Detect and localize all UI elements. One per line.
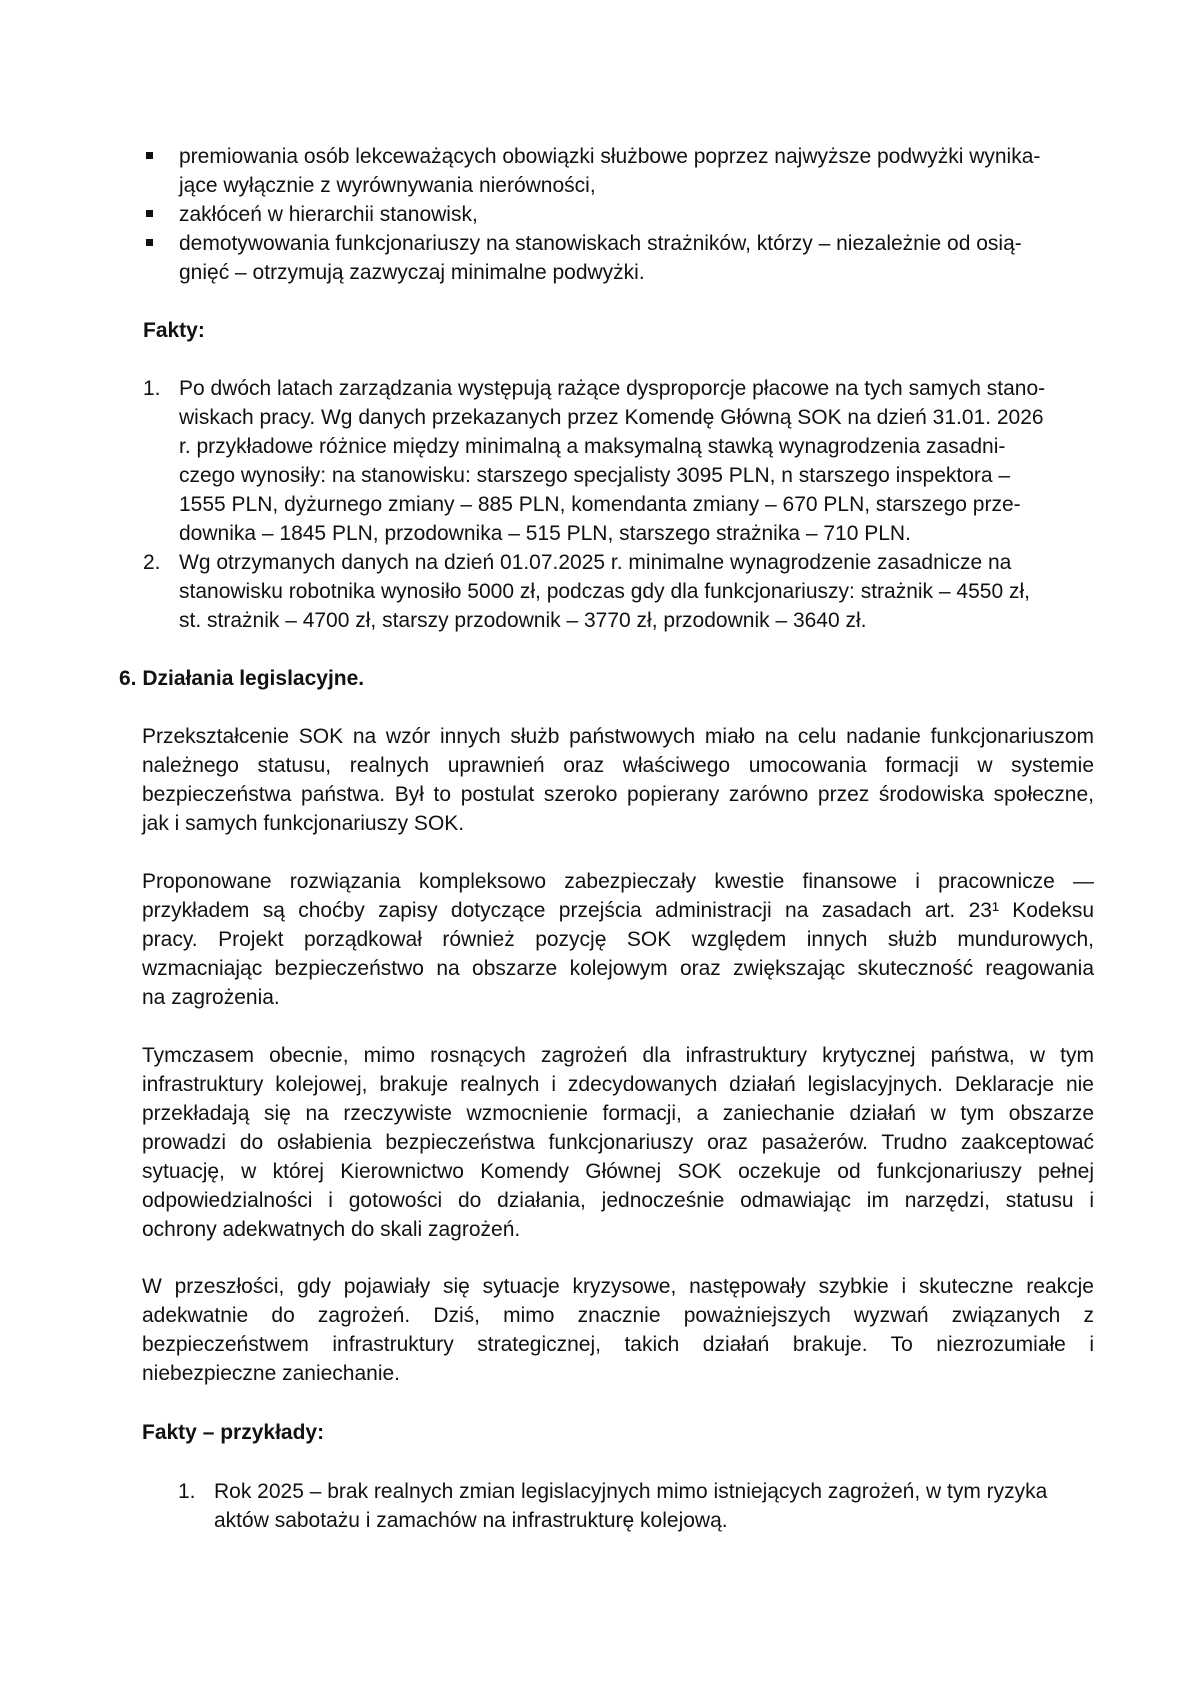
paragraph-line: adekwatnie do zagrożeń. Dziś, mimo znacznie poważniejszych wyzwań związanych z (142, 1304, 1094, 1327)
paragraph-line: jak i samych funkcjonariuszy SOK. (142, 812, 465, 835)
paragraph-line: należnego statusu, realnych uprawnień oraz właściwego umocowania formacji w systemie (142, 754, 1094, 777)
fakty-item (143, 548, 1093, 635)
item-number: 2. (143, 551, 161, 574)
section-6-heading: 6. Działania legislacyjne. (119, 667, 365, 690)
square-bullet-icon (146, 210, 153, 217)
bullet-list (143, 142, 1093, 287)
bullet-item (143, 200, 1093, 229)
item-line: Wg otrzymanych danych na dzień 01.07.2025 r. minimalne wynagrodzenie zasadnicze na (179, 551, 1012, 574)
paragraph-line: odpowiedzialności i gotowości do działania, jednocześnie odmawiając im narzędzi, statusu i (142, 1189, 1094, 1212)
paragraph-line: pracy. Projekt porządkował również pozycję SOK względem innych służb mundurowych, (142, 928, 1094, 951)
item-line: r. przykładowe różnice między minimalną a maksymalną stawką wynagrodzenia zasadni- (179, 435, 1006, 458)
paragraph-line: bezpieczeństwa państwa. Był to postulat szeroko popierany zarówno przez środowiska społeczne, (142, 783, 1094, 806)
item-line: downika – 1845 PLN, przodownika – 515 PLN, starszego strażnika – 710 PLN. (179, 522, 911, 545)
item-number: 1. (143, 377, 161, 400)
fakty-item (143, 374, 1093, 548)
item-line: wiskach pracy. Wg danych przekazanych przez Komendę Główną SOK na dzień 31.01. 2026 (179, 406, 1044, 429)
paragraph-line: Proponowane rozwiązania kompleksowo zabezpieczały kwestie finansowe i pracownicze — (142, 870, 1094, 893)
bullet-line: demotywowania funkcjonariuszy na stanowiskach strażników, którzy – niezależnie od osią- (179, 232, 1022, 255)
fakty-heading: Fakty: (143, 319, 205, 342)
item-line: Rok 2025 – brak realnych zmian legislacyjnych mimo istniejących zagrożeń, w tym ryzyka (214, 1480, 1048, 1503)
przyklady-item (178, 1477, 1098, 1535)
paragraph-line: sytuację, w której Kierownictwo Komendy Głównej SOK oczekuje od funkcjonariuszy pełnej (142, 1160, 1094, 1183)
paragraph-line: bezpieczeństwem infrastruktury strategicznej, takich działań brakuje. To niezrozumiałe i (142, 1333, 1094, 1356)
fakty-list (143, 374, 1093, 635)
item-line: czego wynosiły: na stanowisku: starszego specjalisty 3095 PLN, n starszego inspektora – (179, 464, 1011, 487)
bullet-line: jące wyłącznie z wyrównywania nierówności, (179, 174, 596, 197)
paragraph-line: Przekształcenie SOK na wzór innych służb państwowych miało na celu nadanie funkcjonariuszom (142, 725, 1094, 748)
paragraph (142, 867, 1094, 1012)
bullet-item (143, 142, 1093, 200)
paragraph-line: Tymczasem obecnie, mimo rosnących zagrożeń dla infrastruktury krytycznej państwa, w tym (142, 1044, 1094, 1067)
item-line: Po dwóch latach zarządzania występują rażące dysproporcje płacowe na tych samych stano- (179, 377, 1046, 400)
paragraph-line: prowadzi do osłabienia bezpieczeństwa funkcjonariuszy oraz pasażerów. Trudno zaakceptować (142, 1131, 1094, 1154)
bullet-item (143, 229, 1093, 287)
paragraph (142, 1272, 1094, 1388)
paragraph-line: infrastruktury kolejowej, brakuje realnych i zdecydowanych działań legislacyjnych. Deklaracje nie (142, 1073, 1094, 1096)
paragraph-line: niebezpieczne zaniechanie. (142, 1362, 401, 1385)
bullet-line: premiowania osób lekceważących obowiązki służbowe poprzez najwyższe podwyżki wynika- (179, 145, 1041, 168)
paragraph-line: W przeszłości, gdy pojawiały się sytuacje kryzysowe, następowały szybkie i skuteczne reakcje (142, 1275, 1094, 1298)
fakty-przyklady-heading: Fakty – przykłady: (142, 1421, 325, 1444)
paragraph (142, 1041, 1094, 1244)
item-line: st. strażnik – 4700 zł, starszy przodownik – 3770 zł, przodownik – 3640 zł. (179, 609, 867, 632)
item-line: aktów sabotażu i zamachów na infrastrukturę kolejową. (214, 1509, 728, 1532)
paragraph (142, 722, 1094, 838)
item-line: stanowisku robotnika wynosiło 5000 zł, podczas gdy dla funkcjonariuszy: strażnik – 4550 zł, (179, 580, 1030, 603)
paragraph-line: wzmacniając bezpieczeństwo na obszarze kolejowym oraz zwiększając skuteczność reagowania (142, 957, 1094, 980)
bullet-line: zakłóceń w hierarchii stanowisk, (179, 203, 478, 226)
square-bullet-icon (146, 152, 153, 159)
item-line: 1555 PLN, dyżurnego zmiany – 885 PLN, komendanta zmiany – 670 PLN, starszego prze- (179, 493, 1021, 516)
item-number: 1. (178, 1480, 196, 1503)
square-bullet-icon (146, 239, 153, 246)
paragraph-line: na zagrożenia. (142, 986, 280, 1009)
przyklady-list (178, 1477, 1098, 1535)
bullet-line: gnięć – otrzymują zazwyczaj minimalne podwyżki. (179, 261, 645, 284)
paragraph-line: przekładają się na rzeczywiste wzmocnienie formacji, a zaniechanie działań w tym obszarze (142, 1102, 1094, 1125)
paragraph-line: przykładem są choćby zapisy dotyczące przejścia administracji na zasadach art. 23¹ Kodeksu (142, 899, 1094, 922)
paragraph-line: ochrony adekwatnych do skali zagrożeń. (142, 1218, 521, 1241)
